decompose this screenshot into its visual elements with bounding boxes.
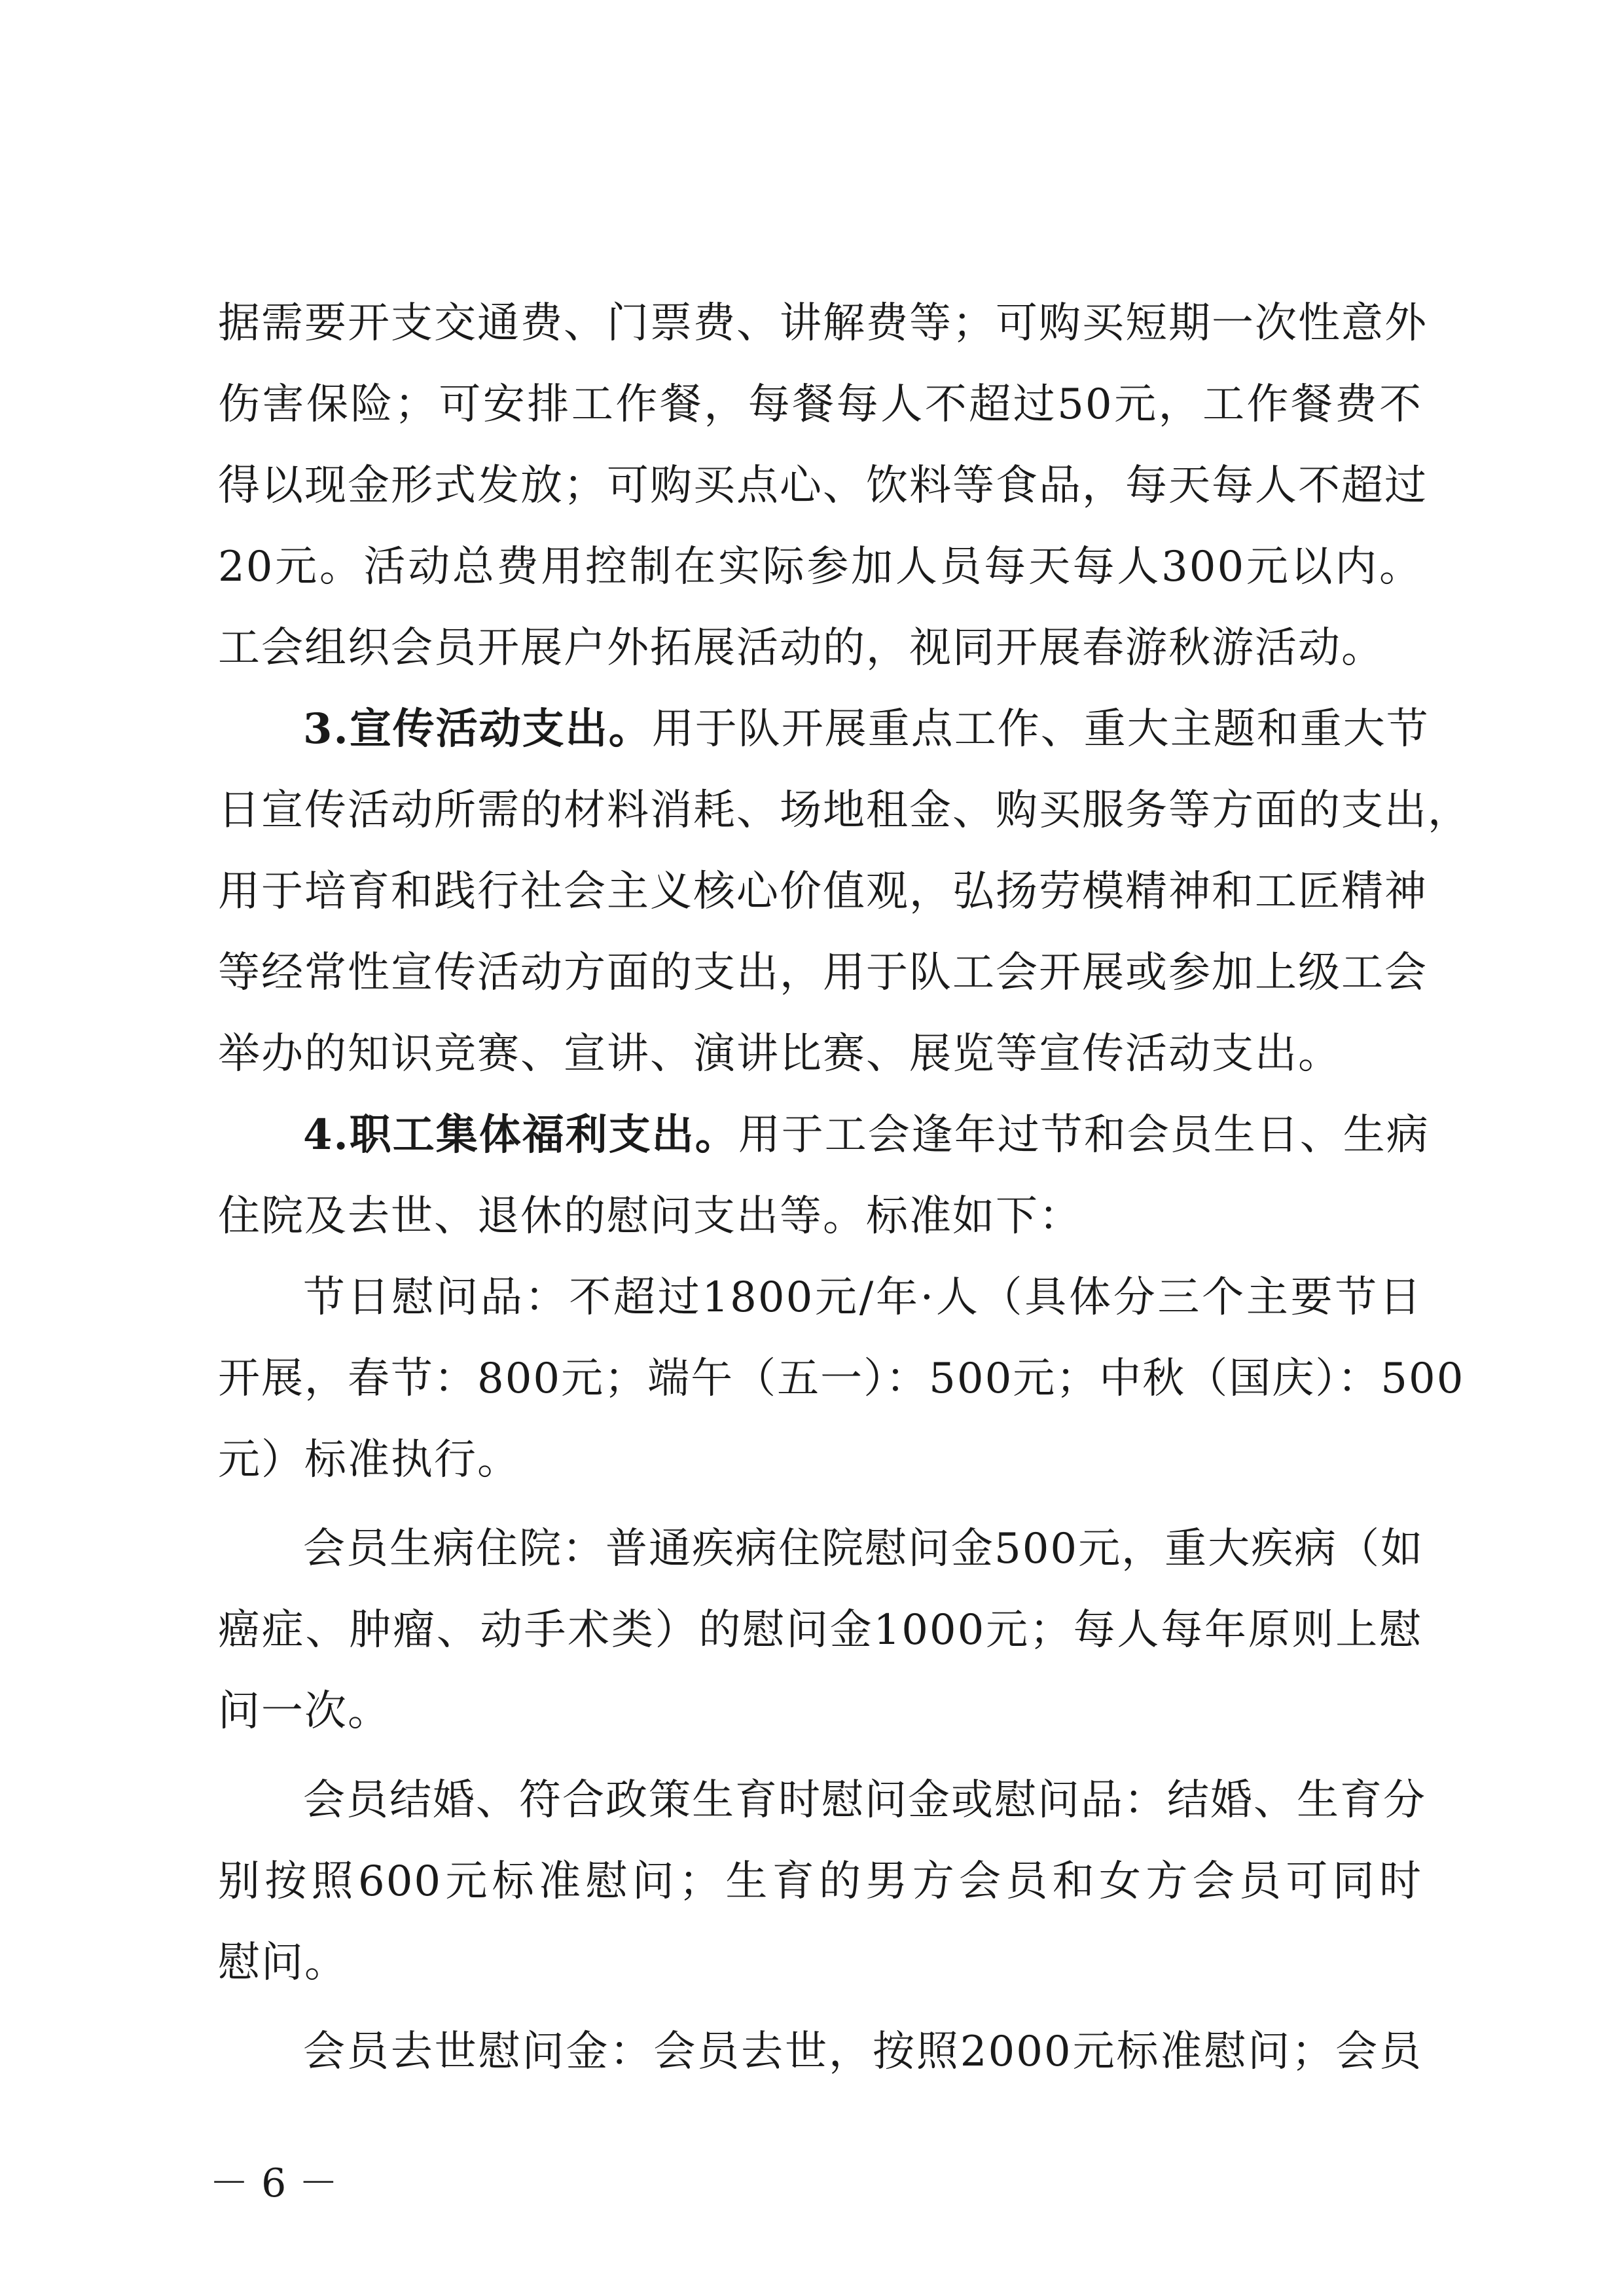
section-3-first-line-text: 用于队开展重点工作、重大主题和重大节	[651, 705, 1430, 754]
paragraph-line: 伤害保险；可安排工作餐，每餐每人不超过50元，工作餐费不	[218, 380, 1422, 429]
paragraph-line: 等经常性宣传活动方面的支出，用于队工会开展或参加上级工会	[218, 949, 1428, 997]
section-4-first-line-text: 用于工会逢年过节和会员生日、生病	[738, 1111, 1430, 1159]
illness-line: 问一次。	[218, 1687, 391, 1736]
paragraph-line: 工会组织会员开展户外拓展活动的，视同开展春游秋游活动。	[218, 624, 1384, 672]
paragraph-line: 20元。活动总费用控制在实际参加人员每天每人300元以内。	[218, 543, 1422, 591]
section-4-first-line	[303, 1095, 1430, 1176]
death-line: 会员去世慰问金：会员去世，按照2000元标准慰问；会员	[303, 2028, 1422, 2076]
holiday-line: 开展，春节：800元；端午（五一）：500元；中秋（国庆）：500	[218, 1355, 1465, 1403]
illness-line: 癌症、肿瘤、动手术类）的慰问金1000元；每人每年原则上慰	[218, 1606, 1422, 1654]
paragraph-line: 据需要开支交通费、门票费、讲解费等；可购买短期一次性意外	[218, 299, 1428, 348]
holiday-line: 元）标准执行。	[218, 1436, 520, 1484]
paragraph-line: 日宣传活动所需的材料消耗、场地租金、购买服务等方面的支出，	[218, 786, 1471, 835]
section-3-heading: 3.宣传活动支出。	[303, 704, 652, 754]
holiday-line: 节日慰问品：不超过1800元/年·人（具体分三个主要节日	[303, 1273, 1422, 1322]
paragraph-line: 用于培育和践行社会主义核心价值观，弘扬劳模精神和工匠精神	[218, 867, 1428, 916]
page-number: － 6 －	[209, 2160, 338, 2206]
section-3-first-line	[303, 689, 1430, 770]
section-4-heading: 4.职工集体福利支出。	[303, 1110, 738, 1159]
paragraph-line: 举办的知识竞赛、宣讲、演讲比赛、展览等宣传活动支出。	[218, 1030, 1341, 1078]
illness-line: 会员生病住院：普通疾病住院慰问金500元，重大疾病（如	[303, 1525, 1424, 1573]
marriage-line: 会员结婚、符合政策生育时慰问金或慰问品：结婚、生育分	[303, 1776, 1426, 1825]
marriage-line: 慰问。	[218, 1939, 348, 1987]
paragraph-line: 住院及去世、退休的慰问支出等。标准如下：	[218, 1192, 1082, 1241]
marriage-line: 别按照600元标准慰问；生育的男方会员和女方会员可同时	[218, 1857, 1422, 1906]
paragraph-line: 得以现金形式发放；可购买点心、饮料等食品，每天每人不超过	[218, 462, 1428, 510]
